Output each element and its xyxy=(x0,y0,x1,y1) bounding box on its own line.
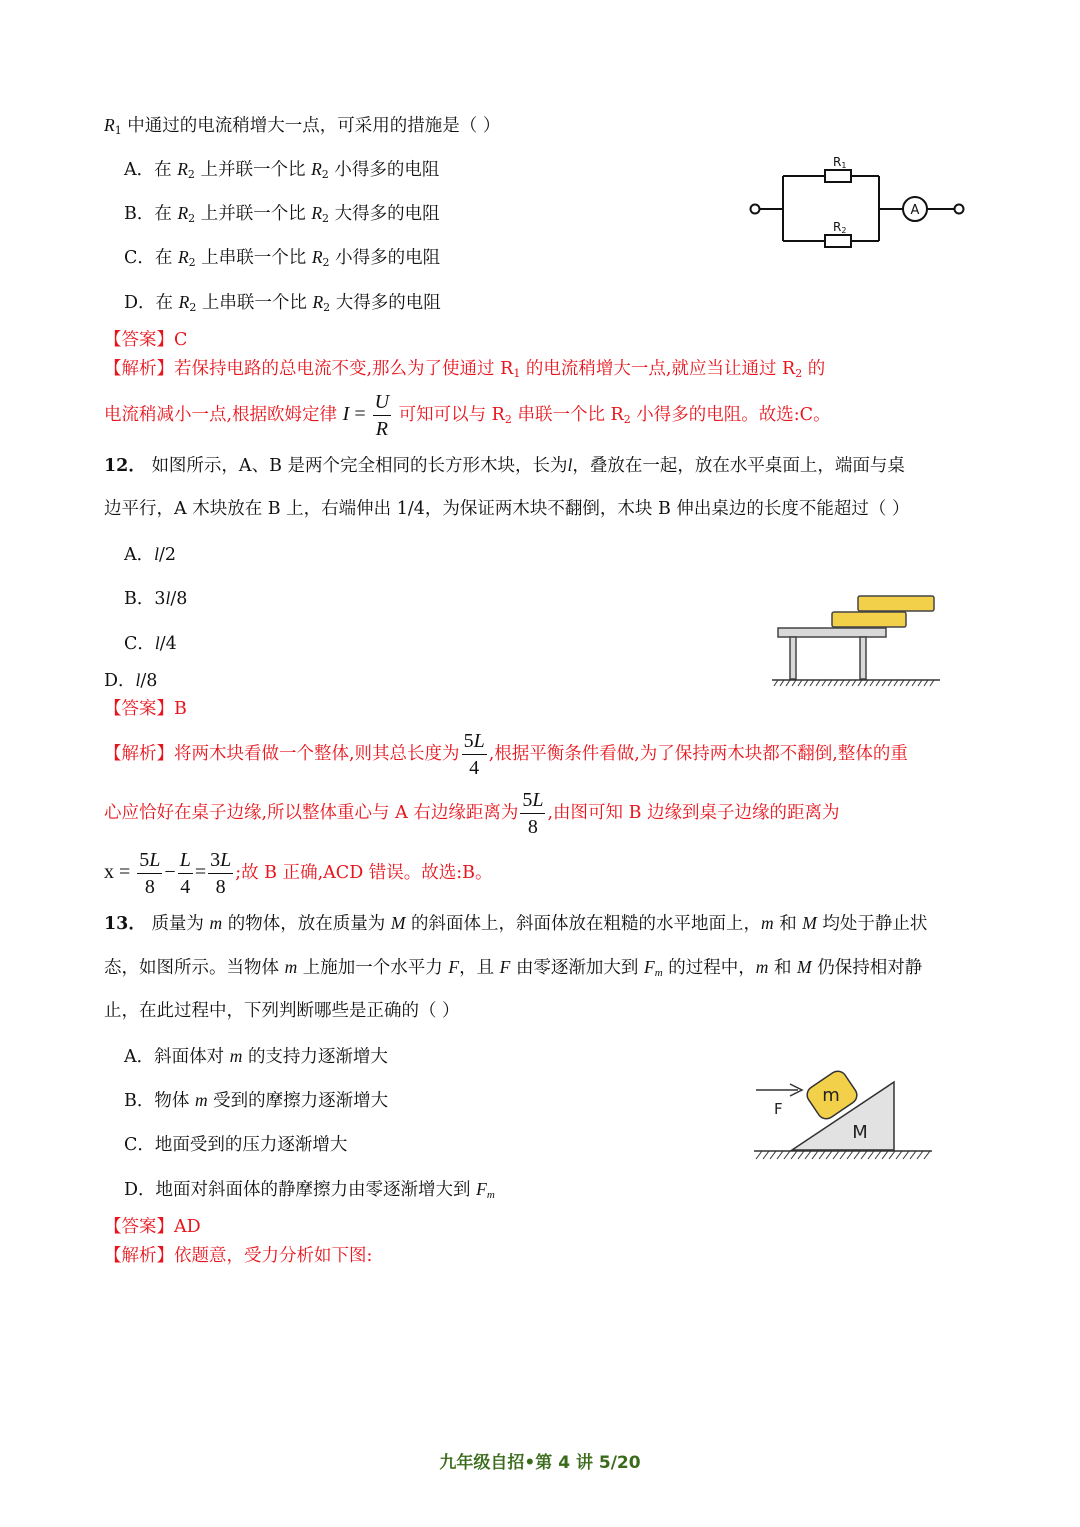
svg-text:M: M xyxy=(852,1122,868,1143)
q13-option-a: A．斜面体对 m 的支持力逐渐增大 xyxy=(124,1046,388,1067)
q12-analysis-line2: 心应恰好在桌子边缘,所以整体重心与 A 右边缘距离为 $\frac{5L}{8}$ ,由图可知 B 边缘到桌子边缘的距离为 xyxy=(104,789,840,838)
svg-text:m: m xyxy=(822,1085,840,1106)
q12-stem-line2: 边平行，A 木块放在 B 上，右端伸出 1/4，为保证两木块不翻倒，木块 B 伸出桌边的长度不能超过（ ） xyxy=(104,499,910,519)
q13-answer: 【答案】AD xyxy=(104,1217,201,1237)
q13-stem-line2: 态，如图所示。当物体 m 上施加一个水平力 F，且 F 由零逐渐加大到 $F_m$ 的过程中，m 和 M 仍保持相对静 xyxy=(104,957,923,979)
svg-text:R2: R2 xyxy=(833,220,847,235)
q13-stem-line3: 止，在此过程中，下列判断哪些是正确的（ ） xyxy=(104,1001,460,1021)
q11-stem: $R_1$ 中通过的电流稍增大一点，可采用的措施是（ ） xyxy=(104,115,501,137)
q12-stem-line1: 12． 如图所示，A、B 是两个完全相同的长方形木块，长为l，叠放在一起，放在水平桌面上，端面与桌 xyxy=(104,455,905,476)
q13-stem-line1: 13． 质量为 m 的物体，放在质量为 M 的斜面体上，斜面体放在粗糙的水平地面上，m 和 M 均处于静止状 xyxy=(104,913,928,934)
svg-text:F: F xyxy=(774,1100,783,1118)
q11-option-d: D．在 $R_2$ 上串联一个比 $R_2$ 大得多的电阻 xyxy=(124,292,441,314)
table-blocks-diagram xyxy=(770,592,945,688)
q11-answer: 【答案】C xyxy=(104,330,188,350)
q11-option-c: C．在 $R_2$ 上串联一个比 $R_2$ 小得多的电阻 xyxy=(124,247,441,269)
q12-option-b: B．3l/8 xyxy=(124,588,188,609)
q13-option-c: C．地面受到的压力逐渐增大 xyxy=(124,1135,348,1155)
circuit-diagram xyxy=(745,150,970,250)
q13-analysis: 【解析】依题意，受力分析如下图: xyxy=(104,1246,373,1266)
q11-analysis-line1: 【解析】若保持电路的总电流不变,那么为了使通过 $R_1$ 的电流稍增大一点,就应当让通过 $R_2$ 的 xyxy=(104,359,826,380)
q11-option-a: A．在 $R_2$ 上并联一个比 $R_2$ 小得多的电阻 xyxy=(124,159,440,181)
q11-analysis-line2: 电流稍减小一点,根据欧姆定律 I = $\frac{U}{R}$ 可知可以与 $R_2$ 串联一个比 $R_2$ 小得多的电阻。故选:C。 xyxy=(104,391,831,440)
ammeter-label: A xyxy=(910,203,920,218)
svg-text:R1: R1 xyxy=(833,155,847,170)
q13-option-b: B．物体 m 受到的摩擦力逐渐增大 xyxy=(124,1090,389,1111)
q12-answer: 【答案】B xyxy=(104,699,187,719)
q12-analysis-line1: 【解析】将两木块看做一个整体,则其总长度为 $\frac{5L}{4}$ ,根据平衡条件看做,为了保持两木块都不翻倒,整体的重 xyxy=(104,730,908,779)
q12-analysis-line3: x = $\frac{5L}{8}$ − $\frac{L}{4}$ = $\frac{3L}{8}$ ;故 B 正确,ACD 错误。故选:B。 xyxy=(104,849,493,898)
q11-option-b: B．在 $R_2$ 上并联一个比 $R_2$ 大得多的电阻 xyxy=(124,203,440,225)
q13-option-d: D．地面对斜面体的静摩擦力由零逐渐增大到 $F_m$ xyxy=(124,1179,495,1201)
q12-option-c: C．l/4 xyxy=(124,633,177,654)
q12-option-d: D．l/8 xyxy=(104,670,158,691)
incline-diagram xyxy=(752,1068,937,1168)
q12-option-a: A．l/2 xyxy=(124,544,177,565)
page-footer: 九年级自招•第 4 讲 5/20 xyxy=(439,1453,641,1473)
